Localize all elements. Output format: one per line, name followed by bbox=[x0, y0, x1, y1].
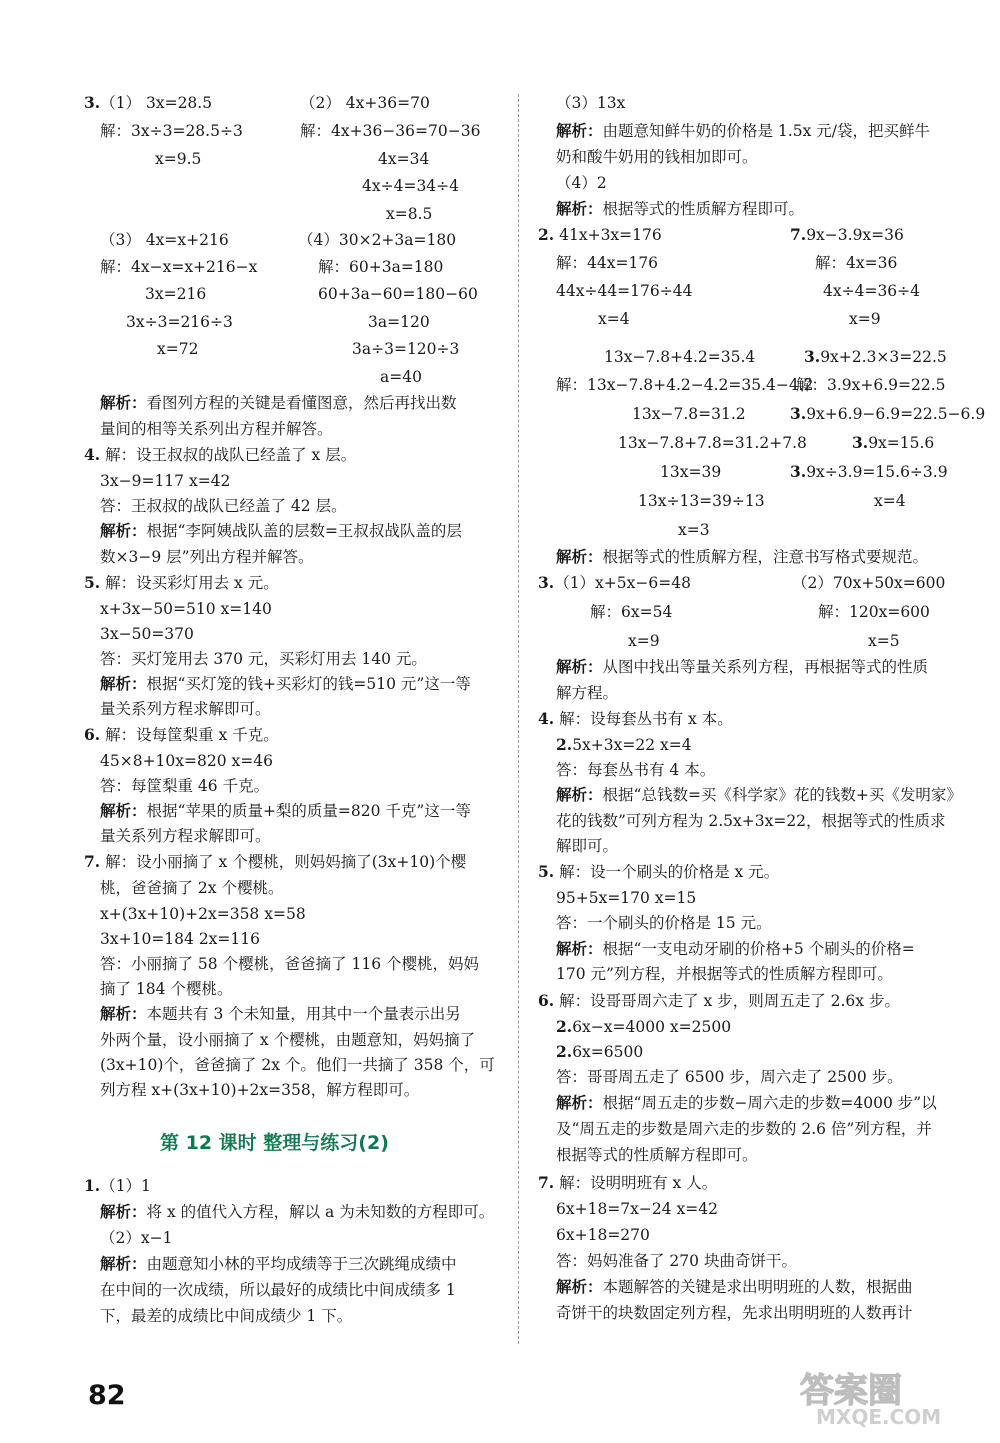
solution-line: 解：4x+36−36=70−36 bbox=[300, 122, 481, 140]
answer-line: 答：哥哥周五走了 6500 步，周六走了 2500 步。 bbox=[556, 1068, 903, 1086]
answer-line: 答：每套丛书有 4 本。 bbox=[556, 761, 716, 779]
analysis-text: 列方程 x+(3x+10)+2x=358，解方程即可。 bbox=[100, 1081, 420, 1099]
analysis-label: 解析： bbox=[100, 1004, 147, 1023]
solution-line: x=72 bbox=[157, 340, 199, 358]
page-number: 82 bbox=[88, 1380, 126, 1411]
solution-line: 13x−7.8+7.8=31.2+7.8 bbox=[618, 434, 807, 452]
problem-number: 3. bbox=[538, 573, 555, 592]
solution-line: 解：44x=176 bbox=[556, 254, 659, 272]
solution-line: 解：6x=54 bbox=[590, 603, 673, 621]
analysis-text: 解析：根据“买灯笼的钱+买彩灯的钱=510 元”这一等 bbox=[100, 674, 471, 693]
problem-1-1: 1.（1）1 bbox=[84, 1176, 151, 1195]
analysis-label: 解析： bbox=[556, 1093, 603, 1112]
section-title: 第 12 课时 整理与练习(2) bbox=[160, 1132, 389, 1154]
analysis-text: 解析：根据“苹果的质量+梨的质量=820 千克”这一等 bbox=[100, 801, 471, 820]
answer-line: 答：王叔叔的战队已经盖了 42 层。 bbox=[100, 497, 347, 515]
solution-line: 解：60+3a=180 bbox=[318, 258, 444, 276]
problem-1-3: （3）13x bbox=[556, 94, 626, 112]
solution-line: 解：4x−x=x+216−x bbox=[100, 258, 258, 276]
problem-6: 6. 解：设每筐梨重 x 千克。 bbox=[84, 725, 279, 744]
analysis-text: 解析：本题共有 3 个未知量，用其中一个量表示出另 bbox=[100, 1004, 461, 1023]
answer-line: 摘了 184 个樱桃。 bbox=[100, 980, 233, 998]
watermark-text-top: 答案圈 bbox=[800, 1371, 902, 1411]
answer-line: 答：每筐梨重 46 千克。 bbox=[100, 777, 270, 795]
equation-line: 2.6x−x=4000 x=2500 bbox=[556, 1017, 732, 1036]
solution-line: 3x=216 bbox=[145, 285, 207, 303]
problem-5: 5. 解：设买彩灯用去 x 元。 bbox=[84, 573, 279, 592]
analysis-text: 解析：将 x 的值代入方程，解以 a 为未知数的方程即可。 bbox=[100, 1202, 495, 1221]
problem-3-1-equation: 3.（1） 3x=28.5 bbox=[84, 93, 213, 112]
analysis-text: 解析：根据等式的性质解方程即可。 bbox=[556, 199, 805, 218]
solution-line: 解：13x−7.8+4.2−4.2=35.4−4.2 bbox=[556, 376, 814, 394]
analysis-text: 解析：看图列方程的关键是看懂图意，然后再找出数 bbox=[100, 393, 457, 412]
solution-line: 44x÷44=176÷44 bbox=[556, 282, 693, 300]
problem-number: 4. bbox=[538, 709, 555, 728]
problem-number: 5. bbox=[84, 573, 101, 592]
analysis-text: 及“周五走的步数是周六走的步数的 2.6 倍”列方程，并 bbox=[556, 1120, 932, 1138]
analysis-text: 花的钱数”可列方程为 2.5x+3x=22，根据等式的性质求 bbox=[556, 812, 946, 830]
problem-number: 6. bbox=[538, 991, 555, 1010]
analysis-text: 数×3−9 层”列出方程并解答。 bbox=[100, 548, 314, 566]
problem-2-a: 2. 41x+3x=176 bbox=[538, 225, 662, 244]
problem-2-b: 7.9x−3.9x=36 bbox=[790, 225, 904, 244]
solution-line: x=8.5 bbox=[386, 205, 433, 223]
analysis-text: 量关系列方程求解即可。 bbox=[100, 700, 271, 718]
watermark-logo bbox=[790, 1368, 970, 1428]
problem-number: 2. bbox=[556, 735, 573, 754]
analysis-text: 下，最差的成绩比中间成绩少 1 下。 bbox=[100, 1307, 353, 1325]
analysis-label: 解析： bbox=[556, 785, 603, 804]
analysis-label: 解析： bbox=[100, 521, 147, 540]
analysis-text: 在中间的一次成绩，所以最好的成绩比中间成绩多 1 bbox=[100, 1281, 456, 1299]
solution-line: x=9 bbox=[849, 310, 881, 328]
equation-line: x+(3x+10)+2x=358 x=58 bbox=[100, 905, 306, 923]
analysis-text: (3x+10)个，爸爸摘了 2x 个。他们一共摘了 358 个，可 bbox=[100, 1056, 495, 1074]
column-divider bbox=[518, 94, 519, 1344]
analysis-text: 解析：根据“周五走的步数−周六走的步数=4000 步”以 bbox=[556, 1093, 937, 1112]
solution-line: 3a÷3=120÷3 bbox=[352, 340, 460, 358]
equation-line: 45×8+10x=820 x=46 bbox=[100, 752, 273, 770]
solution-line: x=9.5 bbox=[155, 150, 202, 168]
solution-line: 解：3x÷3=28.5÷3 bbox=[100, 122, 243, 140]
solution-line: x=3 bbox=[678, 521, 710, 539]
solution-line: a=40 bbox=[380, 368, 422, 386]
analysis-label: 解析： bbox=[100, 393, 147, 412]
problem-number: 1. bbox=[84, 1176, 101, 1195]
problem-7-cont: 桃，爸爸摘了 2x 个樱桃。 bbox=[100, 879, 284, 897]
problem-3-4-equation: （4）30×2+3a=180 bbox=[298, 231, 457, 249]
solution-line: 解：120x=600 bbox=[818, 603, 930, 621]
answer-line: 答：妈妈准备了 270 块曲奇饼干。 bbox=[556, 1252, 797, 1270]
equation-line: 3x+10=184 2x=116 bbox=[100, 930, 260, 948]
solution-line: x=4 bbox=[598, 310, 630, 328]
equation-line: x+3x−50=510 x=140 bbox=[100, 600, 272, 618]
analysis-text: 解析：根据“一支电动牙刷的价格+5 个刷头的价格= bbox=[556, 939, 915, 958]
solution-line: x=5 bbox=[868, 632, 900, 650]
problem-number: 2. bbox=[538, 225, 555, 244]
solution-line: 3.9x=15.6 bbox=[852, 433, 935, 452]
problem-3-1: 3.（1）x+5x−6=48 bbox=[538, 573, 691, 592]
analysis-label: 解析： bbox=[556, 199, 603, 218]
solution-line: 13x=39 bbox=[660, 463, 722, 481]
problem-7: 7. 解：设明明班有 x 人。 bbox=[538, 1173, 718, 1192]
analysis-text: 170 元”列方程，并根据等式的性质解方程即可。 bbox=[556, 965, 893, 983]
problem-1-2: （2）x−1 bbox=[100, 1229, 173, 1247]
problem-7: 7. 解：设小丽摘了 x 个樱桃，则妈妈摘了(3x+10)个樱 bbox=[84, 852, 467, 871]
analysis-text: 解析：根据等式的性质解方程，注意书写格式要规范。 bbox=[556, 547, 929, 566]
solution-line: 4x÷4=34÷4 bbox=[362, 177, 460, 195]
solution-line: 3a=120 bbox=[368, 313, 430, 331]
solution-line: 4x=34 bbox=[378, 150, 430, 168]
answer-line: 答：小丽摘了 58 个樱桃，爸爸摘了 116 个樱桃，妈妈 bbox=[100, 955, 480, 973]
problem-number: 3. bbox=[790, 404, 807, 423]
analysis-label: 解析： bbox=[556, 657, 603, 676]
analysis-label: 解析： bbox=[100, 1254, 147, 1273]
problem-5: 5. 解：设一个刷头的价格是 x 元。 bbox=[538, 862, 780, 881]
analysis-text: 解析：由题意知鲜牛奶的价格是 1.5x 元/袋，把买鲜牛 bbox=[556, 121, 930, 140]
equation-line: 6x+18=7x−24 x=42 bbox=[556, 1200, 718, 1218]
problem-number: 4. bbox=[84, 445, 101, 464]
problem-number: 3. bbox=[790, 462, 807, 481]
answer-line: 答：买灯笼用去 370 元，买彩灯用去 140 元。 bbox=[100, 650, 427, 668]
problem-number: 3. bbox=[84, 93, 101, 112]
analysis-text: 解方程。 bbox=[556, 684, 619, 702]
solution-line: 13x÷13=39÷13 bbox=[638, 492, 765, 510]
answer-line: 答：一个刷头的价格是 15 元。 bbox=[556, 914, 772, 932]
analysis-label: 解析： bbox=[100, 1202, 147, 1221]
analysis-text: 外两个量，设小丽摘了 x 个樱桃，由题意知，妈妈摘了 bbox=[100, 1031, 476, 1049]
analysis-text: 量关系列方程求解即可。 bbox=[100, 827, 271, 845]
analysis-label: 解析： bbox=[100, 801, 147, 820]
analysis-text: 解析：由题意知小林的平均成绩等于三次跳绳成绩中 bbox=[100, 1254, 457, 1273]
problem-3-3-equation: （3） 4x=x+216 bbox=[100, 231, 229, 249]
problem-number: 5. bbox=[538, 862, 555, 881]
solution-line: 3x÷3=216÷3 bbox=[126, 313, 233, 331]
problem-number: 7. bbox=[84, 852, 101, 871]
analysis-text: 解析：从图中找出等量关系列方程，再根据等式的性质 bbox=[556, 657, 929, 676]
equation-line: 2.5x+3x=22 x=4 bbox=[556, 735, 692, 754]
analysis-text: 奇饼干的块数固定列方程，先求出明明班的人数再计 bbox=[556, 1304, 913, 1322]
analysis-text: 奶和酸牛奶用的钱相加即可。 bbox=[556, 148, 758, 166]
problem-number: 6. bbox=[84, 725, 101, 744]
solution-line: 4x÷4=36÷4 bbox=[823, 282, 921, 300]
problem-number: 2. bbox=[556, 1017, 573, 1036]
problem-3-2: （2）70x+50x=600 bbox=[792, 574, 946, 592]
equation-line: 6x+18=270 bbox=[556, 1226, 650, 1244]
problem-4: 4. 解：设王叔叔的战队已经盖了 x 层。 bbox=[84, 445, 357, 464]
problem-4: 4. 解：设每套丛书有 x 本。 bbox=[538, 709, 733, 728]
analysis-text: 根据等式的性质解方程即可。 bbox=[556, 1146, 758, 1164]
analysis-label: 解析： bbox=[556, 939, 603, 958]
solution-line: 13x−7.8=31.2 bbox=[632, 405, 746, 423]
analysis-label: 解析： bbox=[556, 121, 603, 140]
problem-2-c: 13x−7.8+4.2=35.4 bbox=[604, 348, 756, 366]
analysis-text: 量间的相等关系列出方程并解答。 bbox=[100, 420, 333, 438]
solution-line: 3.9x+6.9−6.9=22.5−6.9 bbox=[790, 404, 986, 423]
problem-1-4: （4）2 bbox=[556, 174, 607, 192]
problem-3-2-equation: （2） 4x+36=70 bbox=[300, 94, 430, 112]
analysis-text: 解析：本题解答的关键是求出明明班的人数，根据曲 bbox=[556, 1277, 913, 1296]
solution-line: 解：3.9x+6.9=22.5 bbox=[796, 376, 946, 394]
analysis-text: 解析：根据“总钱数=买《科学家》花的钱数+买《发明家》 bbox=[556, 785, 962, 804]
analysis-label: 解析： bbox=[100, 674, 147, 693]
analysis-text: 解即可。 bbox=[556, 837, 619, 855]
analysis-text: 解析：根据“李阿姨战队盖的层数=王叔叔战队盖的层 bbox=[100, 521, 462, 540]
problem-number: 3. bbox=[852, 433, 869, 452]
analysis-label: 解析： bbox=[556, 1277, 603, 1296]
problem-number: 7. bbox=[790, 225, 807, 244]
analysis-label: 解析： bbox=[556, 547, 603, 566]
equation-line: 2.6x=6500 bbox=[556, 1042, 644, 1061]
problem-number: 7. bbox=[538, 1173, 555, 1192]
equation-line: 3x−9=117 x=42 bbox=[100, 472, 231, 490]
solution-line: 解：4x=36 bbox=[815, 254, 898, 272]
equation-line: 95+5x=170 x=15 bbox=[556, 889, 697, 907]
solution-line: x=9 bbox=[628, 632, 660, 650]
problem-6: 6. 解：设哥哥周六走了 x 步，则周五走了 2.6x 步。 bbox=[538, 991, 900, 1010]
solution-line: x=4 bbox=[874, 492, 906, 510]
watermark-text-bottom: MXQE.COM bbox=[816, 1405, 942, 1428]
solution-line: 3.9x÷3.9=15.6÷3.9 bbox=[790, 462, 948, 481]
problem-number: 3. bbox=[804, 347, 821, 366]
problem-2-d: 3.9x+2.3×3=22.5 bbox=[804, 347, 947, 366]
problem-number: 2. bbox=[556, 1042, 573, 1061]
solution-line: 60+3a−60=180−60 bbox=[318, 285, 478, 303]
equation-line: 3x−50=370 bbox=[100, 625, 194, 643]
